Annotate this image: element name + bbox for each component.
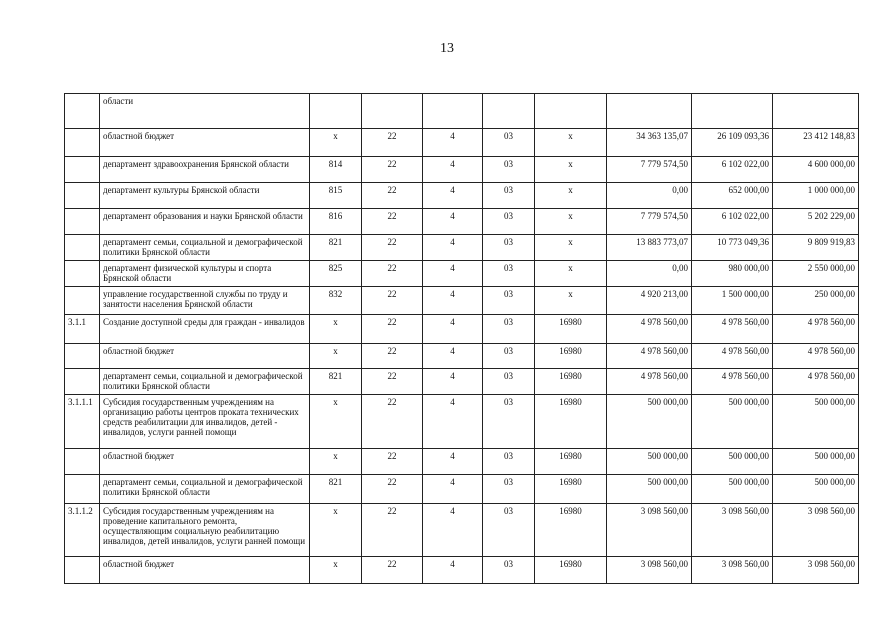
cell-code [65,475,100,504]
cell-cs: 03 [483,504,535,557]
cell-code [65,287,100,315]
cell-vr: х [535,261,607,287]
cell-amount-year3: 500 000,00 [773,475,859,504]
cell-cs: 03 [483,344,535,369]
cell-amount-year3: 3 098 560,00 [773,504,859,557]
cell-cs: 03 [483,369,535,395]
cell-pr: 4 [423,395,483,449]
cell-code [65,557,100,584]
cell-grbs [310,94,362,129]
cell-pr: 4 [423,315,483,344]
cell-amount-year2: 6 102 022,00 [692,209,773,235]
table-row [65,209,859,235]
cell-name: областной бюджет [100,129,310,157]
cell-rz: 22 [362,449,423,475]
cell-amount-year1: 34 363 135,07 [607,129,692,157]
cell-vr: х [535,183,607,209]
cell-amount-year3: 4 978 560,00 [773,344,859,369]
cell-grbs: х [310,449,362,475]
cell-pr: 4 [423,261,483,287]
cell-rz: 22 [362,209,423,235]
cell-grbs: 816 [310,209,362,235]
cell-amount-year1: 0,00 [607,183,692,209]
cell-vr [535,94,607,129]
cell-amount-year1: 500 000,00 [607,395,692,449]
cell-name: областной бюджет [100,449,310,475]
cell-name: Субсидия государственным учреждениям на организацию работы центров проката технических средств реабилитации для инвалидов, детей - инвалидов, услуги ранней помощи [100,395,310,449]
cell-amount-year1: 4 920 213,00 [607,287,692,315]
cell-amount-year1: 7 779 574,50 [607,157,692,183]
cell-grbs: х [310,557,362,584]
cell-code [65,129,100,157]
cell-amount-year1: 4 978 560,00 [607,315,692,344]
cell-amount-year2: 6 102 022,00 [692,157,773,183]
table-row [65,261,859,287]
cell-vr: х [535,209,607,235]
cell-rz: 22 [362,557,423,584]
cell-rz: 22 [362,344,423,369]
cell-amount-year1: 0,00 [607,261,692,287]
table-row [65,369,859,395]
cell-amount-year2: 4 978 560,00 [692,315,773,344]
cell-vr: 16980 [535,395,607,449]
cell-pr: 4 [423,557,483,584]
cell-rz: 22 [362,157,423,183]
cell-cs [483,94,535,129]
cell-amount-year2: 652 000,00 [692,183,773,209]
page-number: 13 [440,41,454,56]
cell-amount-year2: 1 500 000,00 [692,287,773,315]
cell-cs: 03 [483,475,535,504]
cell-amount-year2: 4 978 560,00 [692,344,773,369]
table-row [65,183,859,209]
cell-code [65,157,100,183]
table-row [65,504,859,557]
cell-amount-year2: 500 000,00 [692,395,773,449]
table-row [65,94,859,129]
cell-amount-year3: 250 000,00 [773,287,859,315]
cell-amount-year1: 3 098 560,00 [607,504,692,557]
cell-cs: 03 [483,557,535,584]
cell-pr: 4 [423,157,483,183]
cell-grbs: 821 [310,475,362,504]
cell-name: департамент семьи, социальной и демографической политики Брянской области [100,235,310,261]
cell-amount-year1: 500 000,00 [607,475,692,504]
cell-amount-year3: 23 412 148,83 [773,129,859,157]
cell-code: 3.1.1 [65,315,100,344]
cell-vr: 16980 [535,449,607,475]
cell-amount-year2: 4 978 560,00 [692,369,773,395]
cell-name: Субсидия государственным учреждениям на проведение капитального ремонта, осуществляющим социальную реабилитацию инвалидов, детей инвалидов, услуги ранней помощи [100,504,310,557]
cell-code [65,235,100,261]
cell-grbs: 825 [310,261,362,287]
cell-pr: 4 [423,369,483,395]
cell-amount-year2: 10 773 049,36 [692,235,773,261]
cell-grbs: х [310,504,362,557]
budget-table [64,93,859,584]
cell-cs: 03 [483,261,535,287]
cell-pr: 4 [423,344,483,369]
cell-code [65,261,100,287]
table-row [65,287,859,315]
table-row [65,315,859,344]
cell-code: 3.1.1.1 [65,395,100,449]
cell-vr: х [535,157,607,183]
cell-rz: 22 [362,129,423,157]
cell-name: областной бюджет [100,557,310,584]
table-row [65,557,859,584]
cell-vr: 16980 [535,504,607,557]
cell-rz: 22 [362,475,423,504]
cell-pr: 4 [423,449,483,475]
table-row [65,475,859,504]
cell-vr: х [535,287,607,315]
cell-cs: 03 [483,395,535,449]
cell-amount-year3: 500 000,00 [773,395,859,449]
cell-rz: 22 [362,235,423,261]
cell-rz: 22 [362,395,423,449]
cell-cs: 03 [483,183,535,209]
table-row [65,344,859,369]
cell-grbs: 832 [310,287,362,315]
cell-pr: 4 [423,235,483,261]
cell-code [65,183,100,209]
table-row [65,235,859,261]
table-row [65,449,859,475]
cell-pr: 4 [423,504,483,557]
cell-amount-year1: 4 978 560,00 [607,369,692,395]
cell-name: департамент семьи, социальной и демографической политики Брянской области [100,369,310,395]
cell-amount-year1: 4 978 560,00 [607,344,692,369]
cell-pr: 4 [423,209,483,235]
cell-grbs: 821 [310,235,362,261]
cell-amount-year2: 980 000,00 [692,261,773,287]
cell-amount-year2: 500 000,00 [692,475,773,504]
cell-amount-year1: 7 779 574,50 [607,209,692,235]
cell-vr: 16980 [535,344,607,369]
cell-amount-year3: 2 550 000,00 [773,261,859,287]
cell-code [65,344,100,369]
cell-rz: 22 [362,315,423,344]
cell-vr: 16980 [535,557,607,584]
cell-code [65,209,100,235]
cell-pr [423,94,483,129]
cell-cs: 03 [483,129,535,157]
cell-cs: 03 [483,209,535,235]
cell-grbs: х [310,315,362,344]
table-row [65,157,859,183]
cell-pr: 4 [423,475,483,504]
cell-amount-year1: 13 883 773,07 [607,235,692,261]
cell-pr: 4 [423,287,483,315]
cell-amount-year3 [773,94,859,129]
cell-amount-year2: 3 098 560,00 [692,557,773,584]
cell-cs: 03 [483,157,535,183]
cell-vr: х [535,235,607,261]
cell-amount-year2 [692,94,773,129]
cell-name: областной бюджет [100,344,310,369]
cell-rz: 22 [362,287,423,315]
cell-amount-year3: 3 098 560,00 [773,557,859,584]
cell-grbs: 815 [310,183,362,209]
cell-code [65,449,100,475]
cell-amount-year1: 3 098 560,00 [607,557,692,584]
cell-vr: 16980 [535,475,607,504]
cell-name: департамент образования и науки Брянской области [100,209,310,235]
cell-name: области [100,94,310,129]
cell-vr: х [535,129,607,157]
cell-cs: 03 [483,315,535,344]
cell-amount-year2: 26 109 093,36 [692,129,773,157]
cell-cs: 03 [483,235,535,261]
table-body [65,94,859,584]
cell-amount-year3: 4 978 560,00 [773,315,859,344]
cell-name: управление государственной службы по труду и занятости населения Брянской области [100,287,310,315]
cell-name: департамент здравоохранения Брянской области [100,157,310,183]
cell-name: департамент культуры Брянской области [100,183,310,209]
cell-code [65,94,100,129]
cell-rz: 22 [362,369,423,395]
cell-amount-year2: 3 098 560,00 [692,504,773,557]
cell-rz [362,94,423,129]
cell-vr: 16980 [535,369,607,395]
table-row [65,129,859,157]
cell-cs: 03 [483,449,535,475]
cell-grbs: 821 [310,369,362,395]
cell-vr: 16980 [535,315,607,344]
cell-grbs: х [310,344,362,369]
cell-grbs: х [310,129,362,157]
cell-name: департамент физической культуры и спорта Брянской области [100,261,310,287]
cell-amount-year2: 500 000,00 [692,449,773,475]
table-row [65,395,859,449]
cell-pr: 4 [423,183,483,209]
cell-name: Создание доступной среды для граждан - инвалидов [100,315,310,344]
cell-grbs: х [310,395,362,449]
cell-cs: 03 [483,287,535,315]
cell-name: департамент семьи, социальной и демографической политики Брянской области [100,475,310,504]
cell-grbs: 814 [310,157,362,183]
cell-amount-year3: 500 000,00 [773,449,859,475]
cell-amount-year3: 5 202 229,00 [773,209,859,235]
cell-rz: 22 [362,504,423,557]
cell-amount-year3: 1 000 000,00 [773,183,859,209]
cell-amount-year1 [607,94,692,129]
cell-amount-year3: 4 600 000,00 [773,157,859,183]
cell-amount-year3: 9 809 919,83 [773,235,859,261]
cell-code: 3.1.1.2 [65,504,100,557]
cell-rz: 22 [362,261,423,287]
cell-amount-year3: 4 978 560,00 [773,369,859,395]
cell-pr: 4 [423,129,483,157]
cell-code [65,369,100,395]
cell-amount-year1: 500 000,00 [607,449,692,475]
cell-rz: 22 [362,183,423,209]
